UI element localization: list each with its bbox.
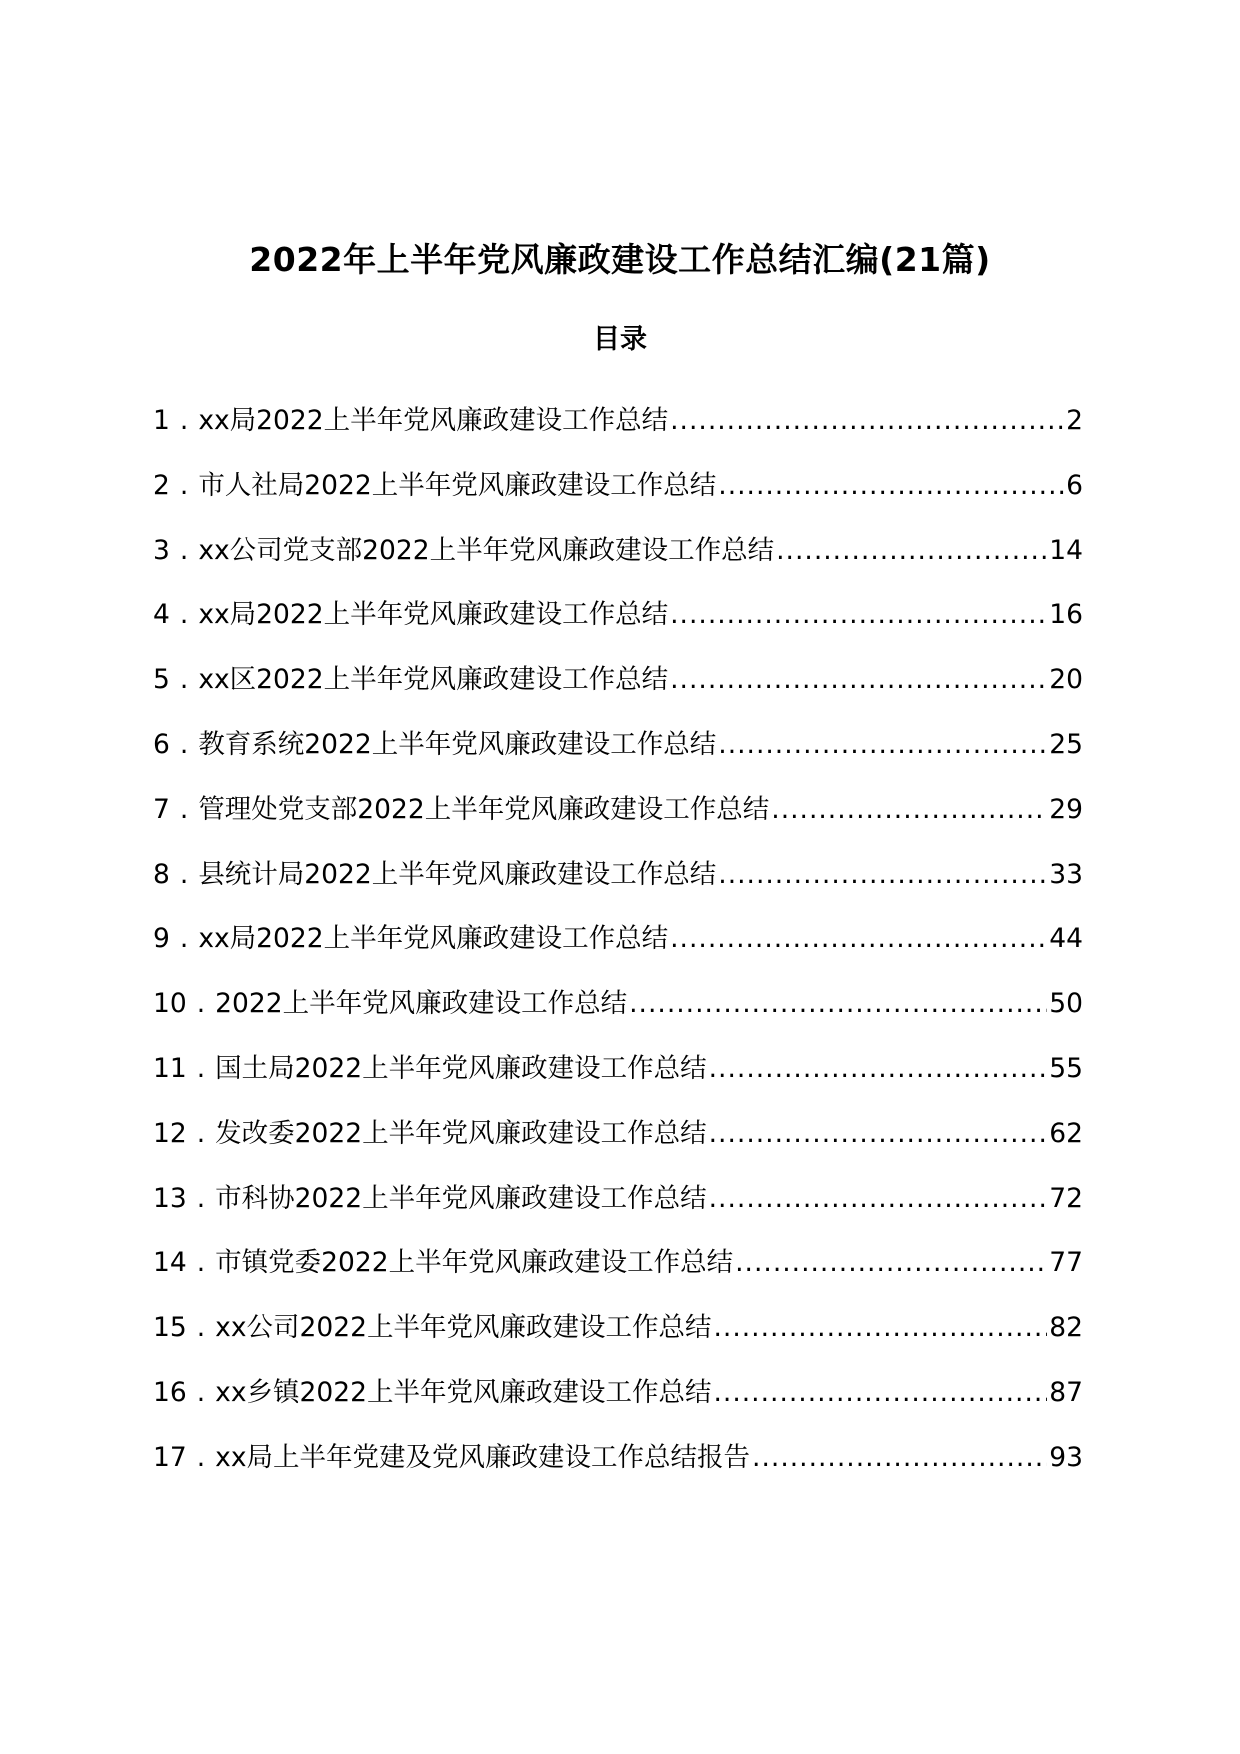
toc-entry-number: 10 bbox=[153, 988, 187, 1020]
toc-dot-leader bbox=[709, 1046, 1048, 1092]
toc-entry-separator: . bbox=[179, 793, 189, 825]
toc-entry[interactable] bbox=[153, 398, 1083, 463]
toc-entry-title: xx局2022上半年党风廉政建设工作总结 bbox=[198, 405, 669, 436]
toc-entry-page: 33 bbox=[1049, 858, 1083, 890]
toc-entry-number: 12 bbox=[153, 1117, 187, 1149]
toc-entry-page: 14 bbox=[1049, 534, 1083, 566]
toc-dot-leader bbox=[670, 916, 1047, 962]
toc-entry-page: 50 bbox=[1049, 988, 1083, 1020]
toc-entry-number: 5 bbox=[153, 664, 170, 696]
toc-entry-separator: . bbox=[196, 1247, 206, 1279]
toc-entry[interactable] bbox=[153, 787, 1083, 852]
toc-entry-separator: . bbox=[196, 1117, 206, 1149]
toc-entry-title: 市人社局2022上半年党风廉政建设工作总结 bbox=[198, 469, 717, 501]
toc-entry-page: 93 bbox=[1049, 1441, 1083, 1473]
toc-entry-number: 13 bbox=[153, 1182, 187, 1214]
toc-entry-title: 市镇党委2022上半年党风廉政建设工作总结 bbox=[215, 1247, 734, 1279]
toc-entry-separator: . bbox=[179, 728, 189, 760]
toc-entry-title: 县统计局2022上半年党风廉政建设工作总结 bbox=[198, 858, 717, 890]
toc-entry-page: 25 bbox=[1049, 728, 1083, 760]
toc-dot-leader bbox=[709, 1176, 1048, 1222]
toc-entry-number: 9 bbox=[153, 923, 170, 955]
toc-entry-separator: . bbox=[196, 1376, 206, 1408]
toc-entry-title: xx局上半年党建及党风廉政建设工作总结报告 bbox=[215, 1441, 751, 1473]
toc-entry-number: 15 bbox=[153, 1312, 187, 1344]
toc-entry-title: xx乡镇2022上半年党风廉政建设工作总结 bbox=[215, 1376, 712, 1408]
toc-entry-number: 3 bbox=[153, 534, 170, 566]
toc-entry[interactable] bbox=[153, 1240, 1083, 1305]
toc-entry-title: 市科协2022上半年党风廉政建设工作总结 bbox=[215, 1182, 707, 1214]
toc-entry-number: 4 bbox=[153, 599, 170, 631]
toc-entry-number: 1 bbox=[153, 405, 170, 436]
toc-entry[interactable] bbox=[153, 1176, 1083, 1241]
toc-entry-separator: . bbox=[196, 1182, 206, 1214]
toc-dot-leader bbox=[735, 1240, 1047, 1286]
toc-entry-title: xx公司党支部2022上半年党风廉政建设工作总结 bbox=[198, 534, 775, 566]
toc-entry-page: 82 bbox=[1049, 1312, 1083, 1344]
toc-entry-page: 16 bbox=[1049, 599, 1083, 631]
toc-entry[interactable] bbox=[153, 1046, 1083, 1111]
toc-entry-page: 2 bbox=[1066, 405, 1083, 436]
toc-entry-separator: . bbox=[179, 599, 189, 631]
toc-entry-title: 管理处党支部2022上半年党风廉政建设工作总结 bbox=[198, 793, 770, 825]
toc-entry-separator: . bbox=[179, 405, 189, 436]
toc-entry[interactable] bbox=[153, 722, 1083, 787]
toc-entry-number: 17 bbox=[153, 1441, 187, 1473]
toc-entry[interactable] bbox=[153, 463, 1083, 528]
toc-entry-page: 77 bbox=[1049, 1247, 1083, 1279]
toc-entry[interactable] bbox=[153, 592, 1083, 657]
toc-entry-page: 87 bbox=[1049, 1376, 1083, 1408]
toc-entry-separator: . bbox=[196, 988, 206, 1020]
toc-dot-leader bbox=[709, 1111, 1048, 1157]
toc-entry[interactable] bbox=[153, 528, 1083, 593]
toc-entry-page: 55 bbox=[1049, 1052, 1083, 1084]
toc-entry-number: 14 bbox=[153, 1247, 187, 1279]
toc-entry-page: 6 bbox=[1066, 469, 1083, 501]
toc-dot-leader bbox=[718, 463, 1064, 509]
toc-entry-title: xx局2022上半年党风廉政建设工作总结 bbox=[198, 599, 669, 631]
toc-entry-number: 8 bbox=[153, 858, 170, 890]
toc-dot-leader bbox=[776, 528, 1047, 574]
toc-entry-number: 11 bbox=[153, 1052, 187, 1084]
toc-entry-title: xx区2022上半年党风廉政建设工作总结 bbox=[198, 664, 669, 696]
toc-dot-leader bbox=[629, 981, 1047, 1027]
toc-entry-separator: . bbox=[196, 1052, 206, 1084]
toc-dot-leader bbox=[670, 398, 1064, 444]
toc-entry-separator: . bbox=[179, 923, 189, 955]
toc-entry-title: xx公司2022上半年党风廉政建设工作总结 bbox=[215, 1312, 712, 1344]
toc-dot-leader bbox=[670, 592, 1047, 638]
toc-entry[interactable] bbox=[153, 981, 1083, 1046]
toc-entry-separator: . bbox=[179, 469, 189, 501]
toc-entry[interactable] bbox=[153, 916, 1083, 981]
toc-entry-separator: . bbox=[196, 1441, 206, 1473]
toc-entry[interactable] bbox=[153, 1305, 1083, 1370]
toc-dot-leader bbox=[713, 1370, 1047, 1416]
toc-entry-separator: . bbox=[179, 664, 189, 696]
toc-entry-number: 6 bbox=[153, 728, 170, 760]
document-title: 2022年上半年党风廉政建设工作总结汇编(21篇) bbox=[249, 240, 991, 279]
toc-entry-separator: . bbox=[179, 534, 189, 566]
table-of-contents bbox=[153, 398, 1083, 1500]
toc-entry-title: xx局2022上半年党风廉政建设工作总结 bbox=[198, 923, 669, 955]
toc-entry-title: 2022上半年党风廉政建设工作总结 bbox=[215, 988, 628, 1020]
toc-entry-title: 发改委2022上半年党风廉政建设工作总结 bbox=[215, 1117, 707, 1149]
toc-entry-title: 教育系统2022上半年党风廉政建设工作总结 bbox=[198, 728, 717, 760]
toc-dot-leader bbox=[718, 722, 1047, 768]
toc-dot-leader bbox=[713, 1305, 1047, 1351]
toc-dot-leader bbox=[771, 787, 1047, 833]
toc-entry[interactable] bbox=[153, 657, 1083, 722]
toc-entry-page: 44 bbox=[1049, 923, 1083, 955]
toc-entry[interactable] bbox=[153, 1435, 1083, 1500]
toc-entry[interactable] bbox=[153, 852, 1083, 917]
toc-entry-separator: . bbox=[196, 1312, 206, 1344]
toc-entry-page: 20 bbox=[1049, 664, 1083, 696]
toc-entry-page: 29 bbox=[1049, 793, 1083, 825]
toc-entry-number: 2 bbox=[153, 469, 170, 501]
toc-entry[interactable] bbox=[153, 1111, 1083, 1176]
toc-heading: 目录 bbox=[593, 324, 647, 355]
toc-entry-title: 国土局2022上半年党风廉政建设工作总结 bbox=[215, 1052, 707, 1084]
toc-dot-leader bbox=[670, 657, 1047, 703]
toc-dot-leader bbox=[718, 852, 1047, 898]
toc-entry-page: 62 bbox=[1049, 1117, 1083, 1149]
toc-entry[interactable] bbox=[153, 1370, 1083, 1435]
toc-dot-leader bbox=[752, 1435, 1047, 1481]
toc-entry-page: 72 bbox=[1049, 1182, 1083, 1214]
toc-entry-separator: . bbox=[179, 858, 189, 890]
toc-entry-number: 16 bbox=[153, 1376, 187, 1408]
toc-entry-number: 7 bbox=[153, 793, 170, 825]
